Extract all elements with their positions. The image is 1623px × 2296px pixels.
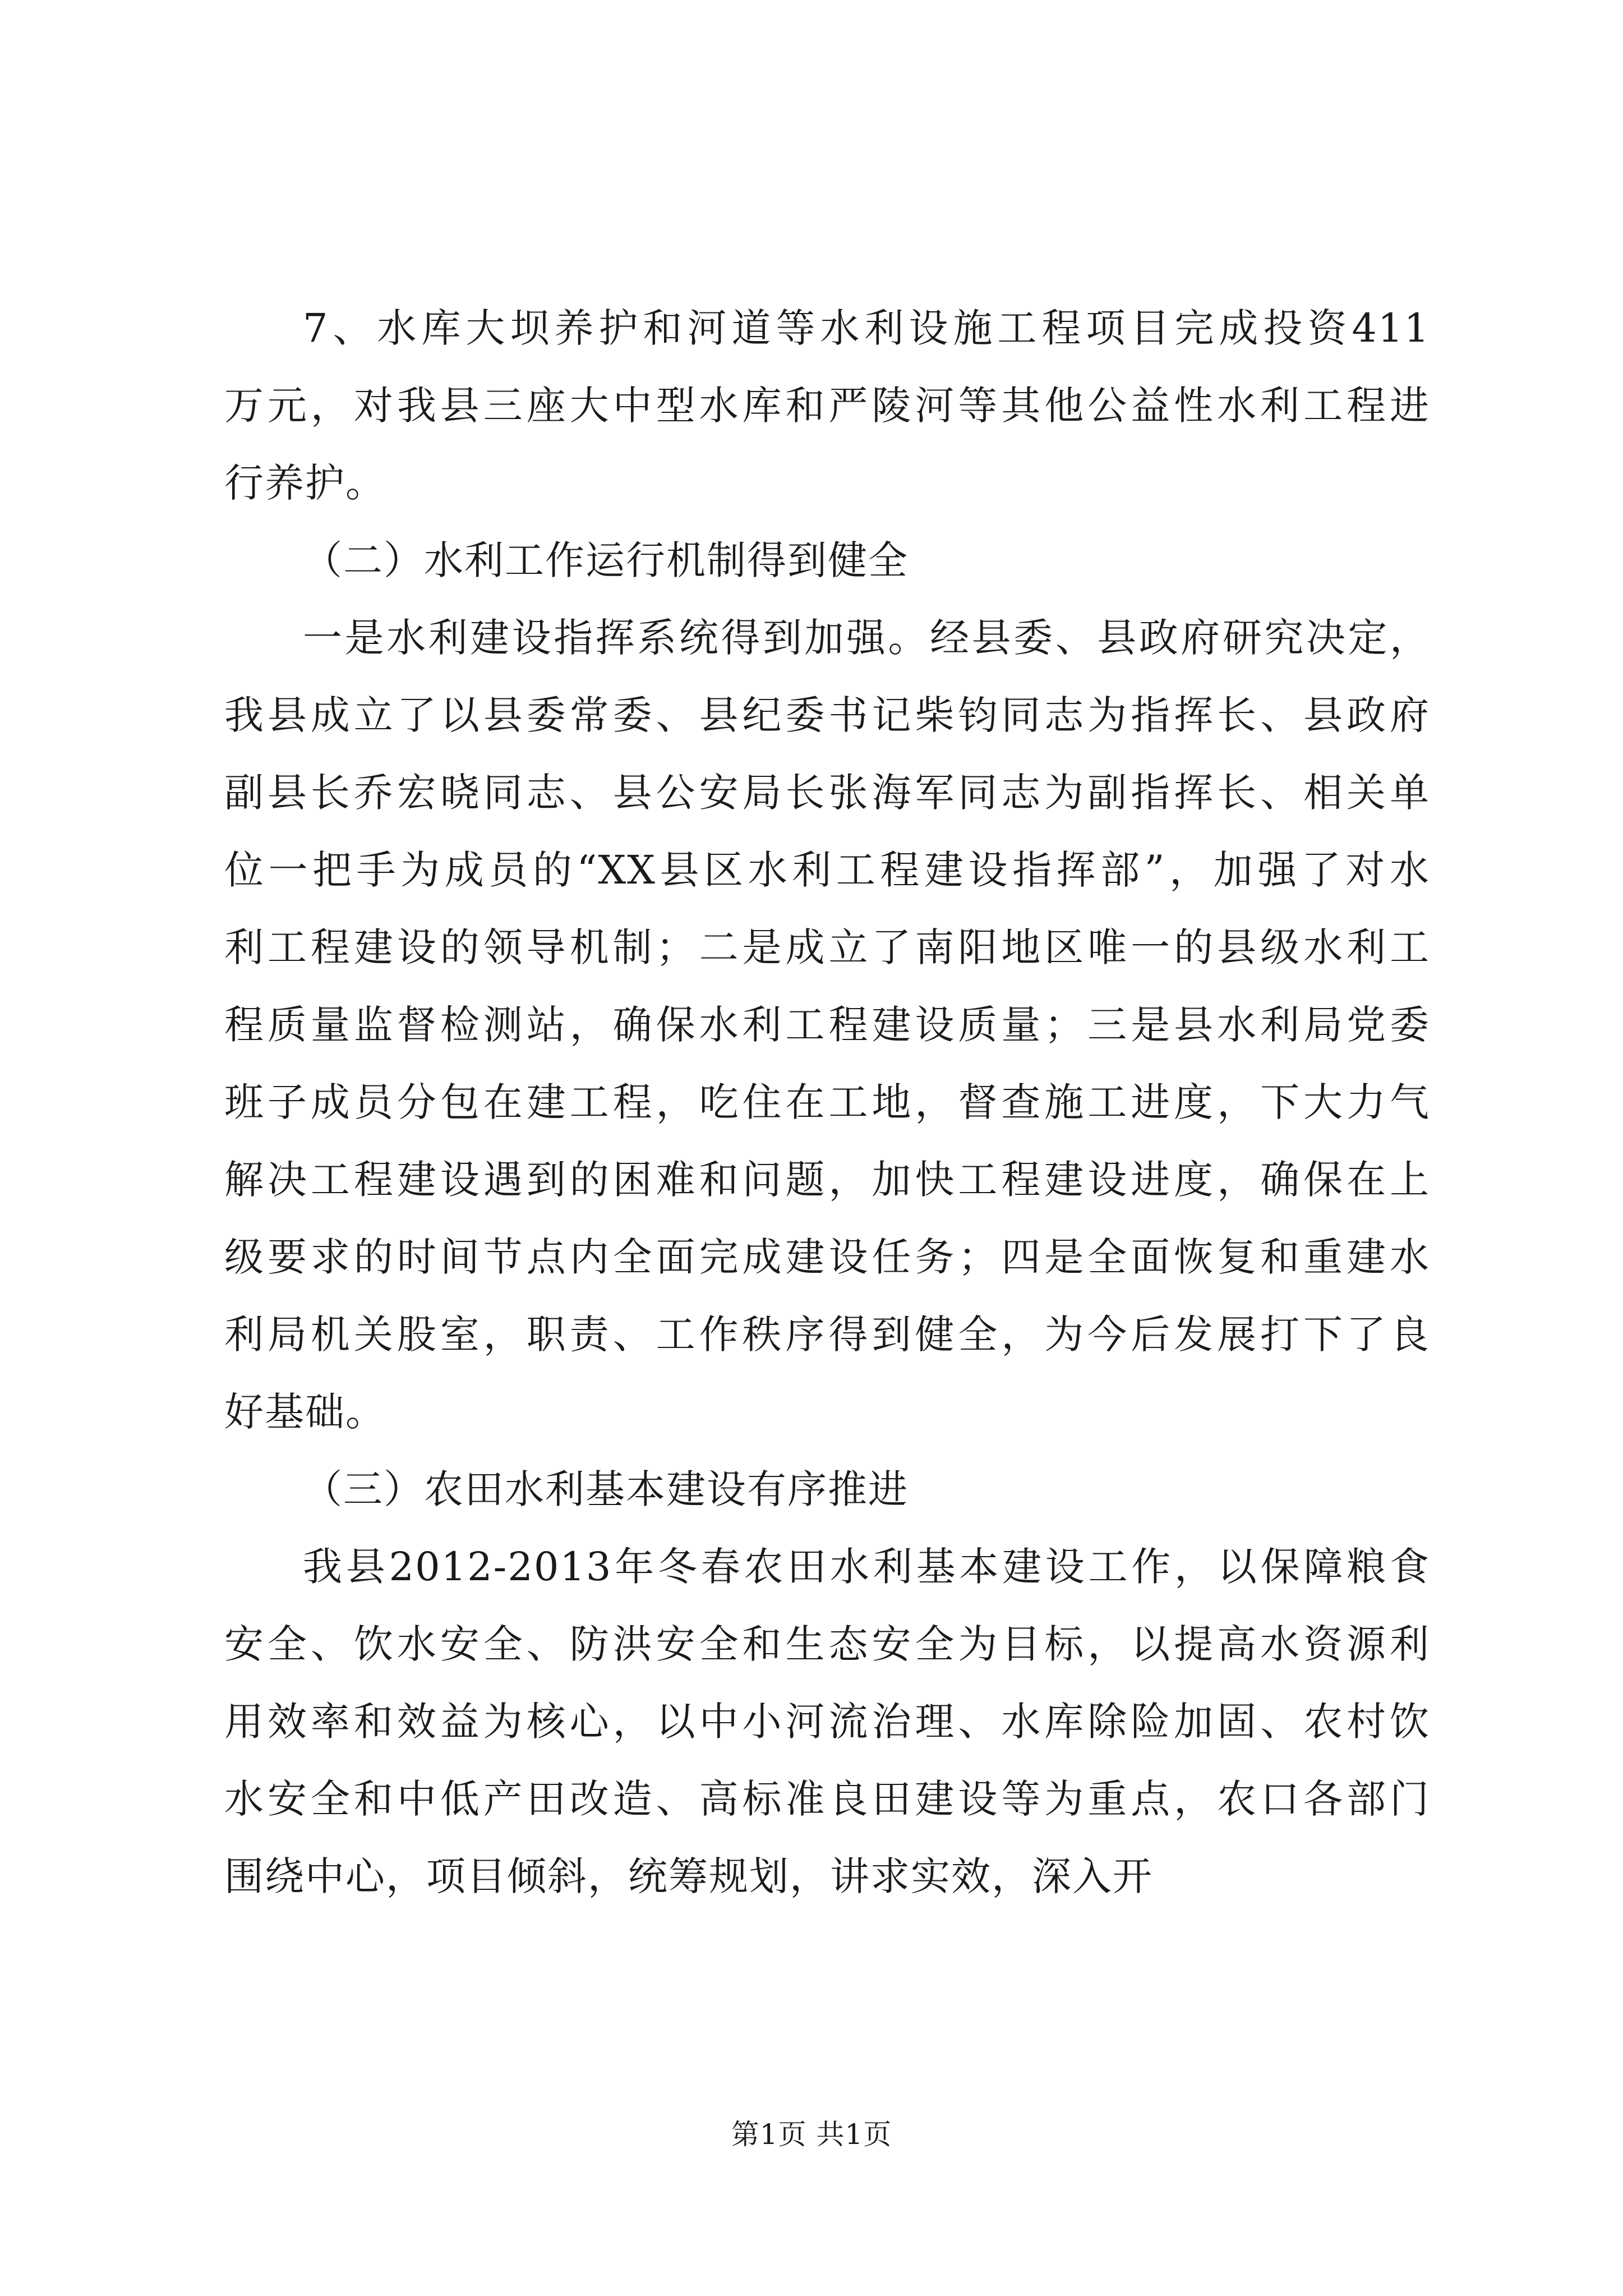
paragraph-line-10: 程质量监督检测站，确保水利工程建设质量；三是县水利局党委 xyxy=(224,1002,1430,1048)
page-footer xyxy=(0,2118,1623,2151)
paragraph-line-14: 利局机关股室，职责、工作秩序得到健全，为今后发展打下了良 xyxy=(224,1312,1430,1358)
paragraph-line-19: 用效率和效益为核心，以中小河流治理、水库除险加固、农村饮 xyxy=(224,1699,1430,1745)
paragraph-line-3: 行养护。 xyxy=(224,460,386,506)
paragraph-line-12: 解决工程建设遇到的困难和问题，加快工程建设进度，确保在上 xyxy=(224,1157,1430,1203)
paragraph-line-7: 副县长乔宏晓同志、县公安局长张海军同志为副指挥长、相关单 xyxy=(224,770,1430,816)
paragraph-line-18: 安全、饮水安全、防洪安全和生态安全为目标，以提高水资源利 xyxy=(224,1621,1430,1667)
section-heading-3: （三）农田水利基本建设有序推进 xyxy=(303,1466,909,1512)
paragraph-line-8: 位一把手为成员的“XX县区水利工程建设指挥部”，加强了对水 xyxy=(224,847,1430,893)
paragraph-line-1: 7、水库大坝养护和河道等水利设施工程项目完成投资411 xyxy=(303,305,1430,351)
paragraph-line-6: 我县成立了以县委常委、县纪委书记柴钧同志为指挥长、县政府 xyxy=(224,692,1430,738)
paragraph-line-13: 级要求的时间节点内全面完成建设任务；四是全面恢复和重建水 xyxy=(224,1234,1430,1280)
paragraph-line-21: 围绕中心，项目倾斜，统筹规划，讲求实效，深入开 xyxy=(224,1853,1153,1899)
paragraph-line-20: 水安全和中低产田改造、高标准良田建设等为重点，农口各部门 xyxy=(224,1776,1430,1822)
page-number: 第1页 共1页 xyxy=(731,2118,892,2151)
paragraph-line-9: 利工程建设的领导机制；二是成立了南阳地区唯一的县级水利工 xyxy=(224,924,1430,970)
paragraph-line-11: 班子成员分包在建工程，吃住在工地，督查施工进度，下大力气 xyxy=(224,1079,1430,1125)
paragraph-line-5: 一是水利建设指挥系统得到加强。经县委、县政府研究决定， xyxy=(303,615,1430,661)
section-heading-2: （二）水利工作运行机制得到健全 xyxy=(303,537,909,583)
paragraph-line-2: 万元，对我县三座大中型水库和严陵河等其他公益性水利工程进 xyxy=(224,383,1430,429)
paragraph-line-17: 我县2012-2013年冬春农田水利基本建设工作，以保障粮食 xyxy=(303,1544,1430,1590)
paragraph-line-15: 好基础。 xyxy=(224,1389,386,1435)
